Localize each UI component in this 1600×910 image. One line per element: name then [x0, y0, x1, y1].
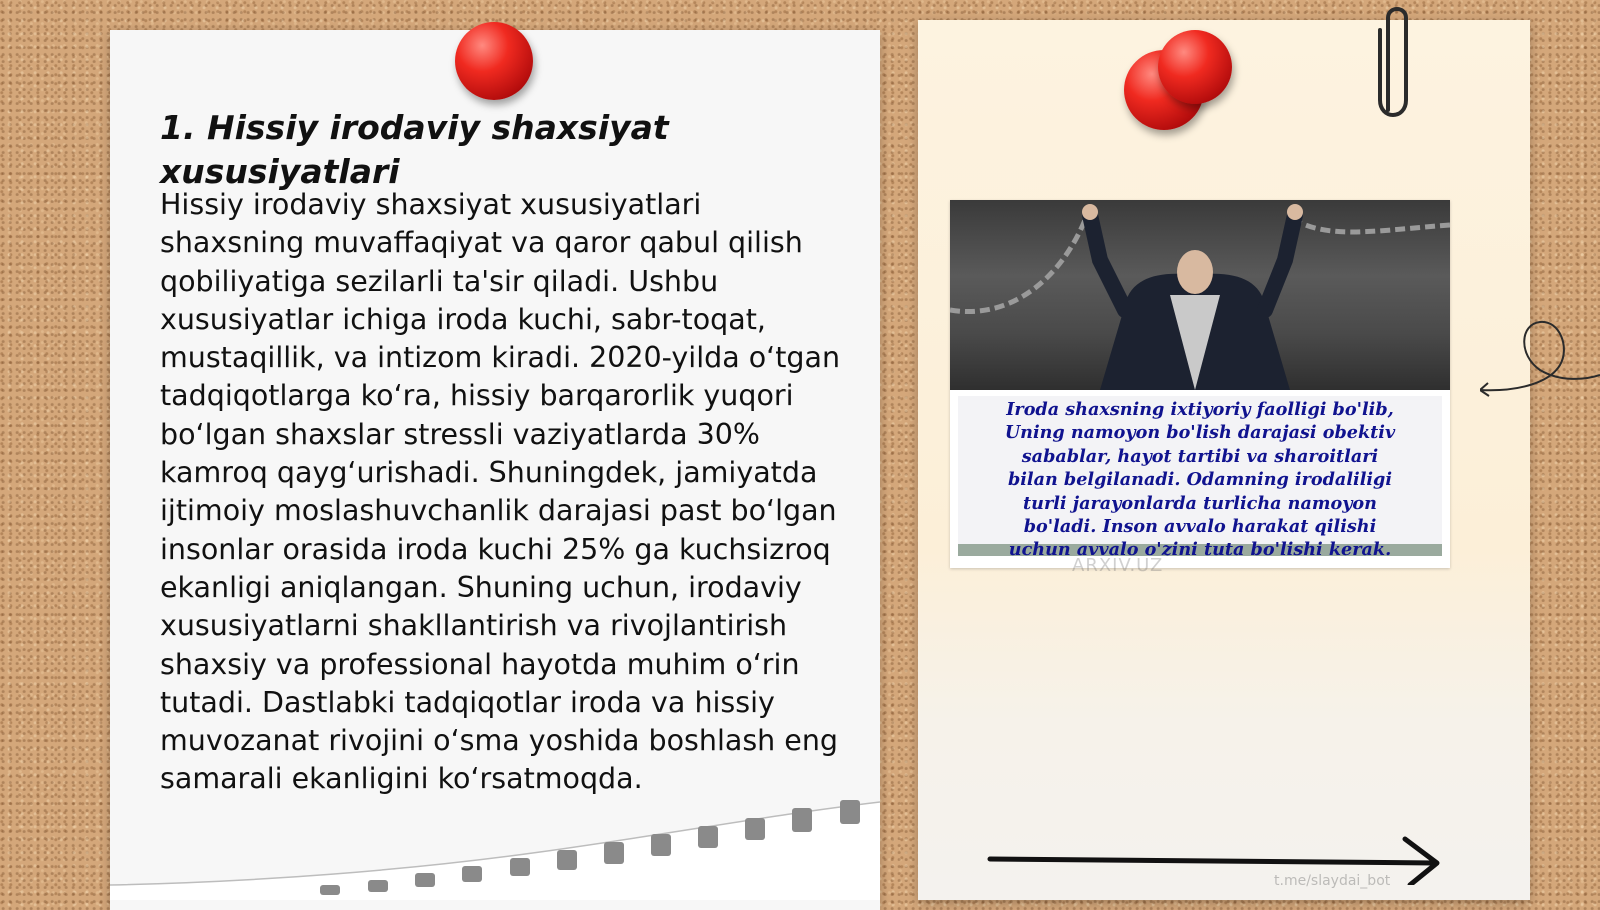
- caption-line: turli jarayonlarda turlicha namoyon: [1023, 492, 1377, 514]
- page-title: 1. Hissiy irodaviy shaxsiyat xususiyatlari: [160, 108, 669, 191]
- illustration-card: [950, 200, 1450, 568]
- willpower-photo: [950, 200, 1450, 390]
- caption-line: Uning namoyon bo'lish darajasi obektiv: [1004, 422, 1396, 444]
- torn-paper-edge: [110, 790, 880, 900]
- scribble-arrow-icon: [1480, 310, 1600, 410]
- caption-line: uchun avvalo o'zini tuta bo'lishi kerak.: [1008, 539, 1392, 561]
- caption-line: sabablar, hayot tartibi va sharoitlari: [1021, 445, 1379, 467]
- pushpin-icon: [1158, 30, 1232, 104]
- paperclip-icon: [1374, 0, 1418, 125]
- caption-line: bo'ladi. Inson avvalo harakat qilishi: [1023, 516, 1377, 538]
- body-paragraph: Hissiy irodaviy shaxsiyat xususiyatlari shaxsning muvaffaqiyat va qaror qabul qilish qobiliyatiga sezilarli ta'sir qiladi. Ushbu xususiyatlar ichiga iroda kuchi, sabr-toqat, mustaqillik, va intizom kiradi. 2020-yilda o‘tgan tadqiqotlarga ko‘ra, hissiy barqarorlik yuqori bo‘lgan shaxslar stressli vaziyatlarda 30% kamroq qayg‘urishadi. Shuningdek, jamiyatda ijtimoiy moslashuvchanlik darajasi past bo‘lgan insonlar orasida iroda kuchi 25% ga kuchsizroq ekanligi aniqlangan. Shuning uchun, irodaviy xususiyatlarni shakllantirish va rivojlantirish shaxsiy va professional hayotda muhim o‘rin tutadi. Dastlabki tadqiqotlar iroda va hissiy muvozanat rivojini o‘sma yoshida boshlash eng samarali ekanligini ko‘rsatmoqda.: [160, 188, 841, 796]
- caption-line: bilan belgilanadi. Odamning irodaliligi: [1007, 469, 1393, 491]
- pushpin-icon: [455, 22, 533, 100]
- caption-line: Iroda shaxsning ixtiyoriy faolligi bo'lib,: [1006, 399, 1394, 420]
- bot-credit-text: t.me/slaydai_bot: [1274, 873, 1391, 889]
- broken-chains-illustration: [950, 200, 1450, 390]
- caption-box: [958, 396, 1442, 561]
- watermark-text: ARXIV.UZ: [1072, 555, 1164, 576]
